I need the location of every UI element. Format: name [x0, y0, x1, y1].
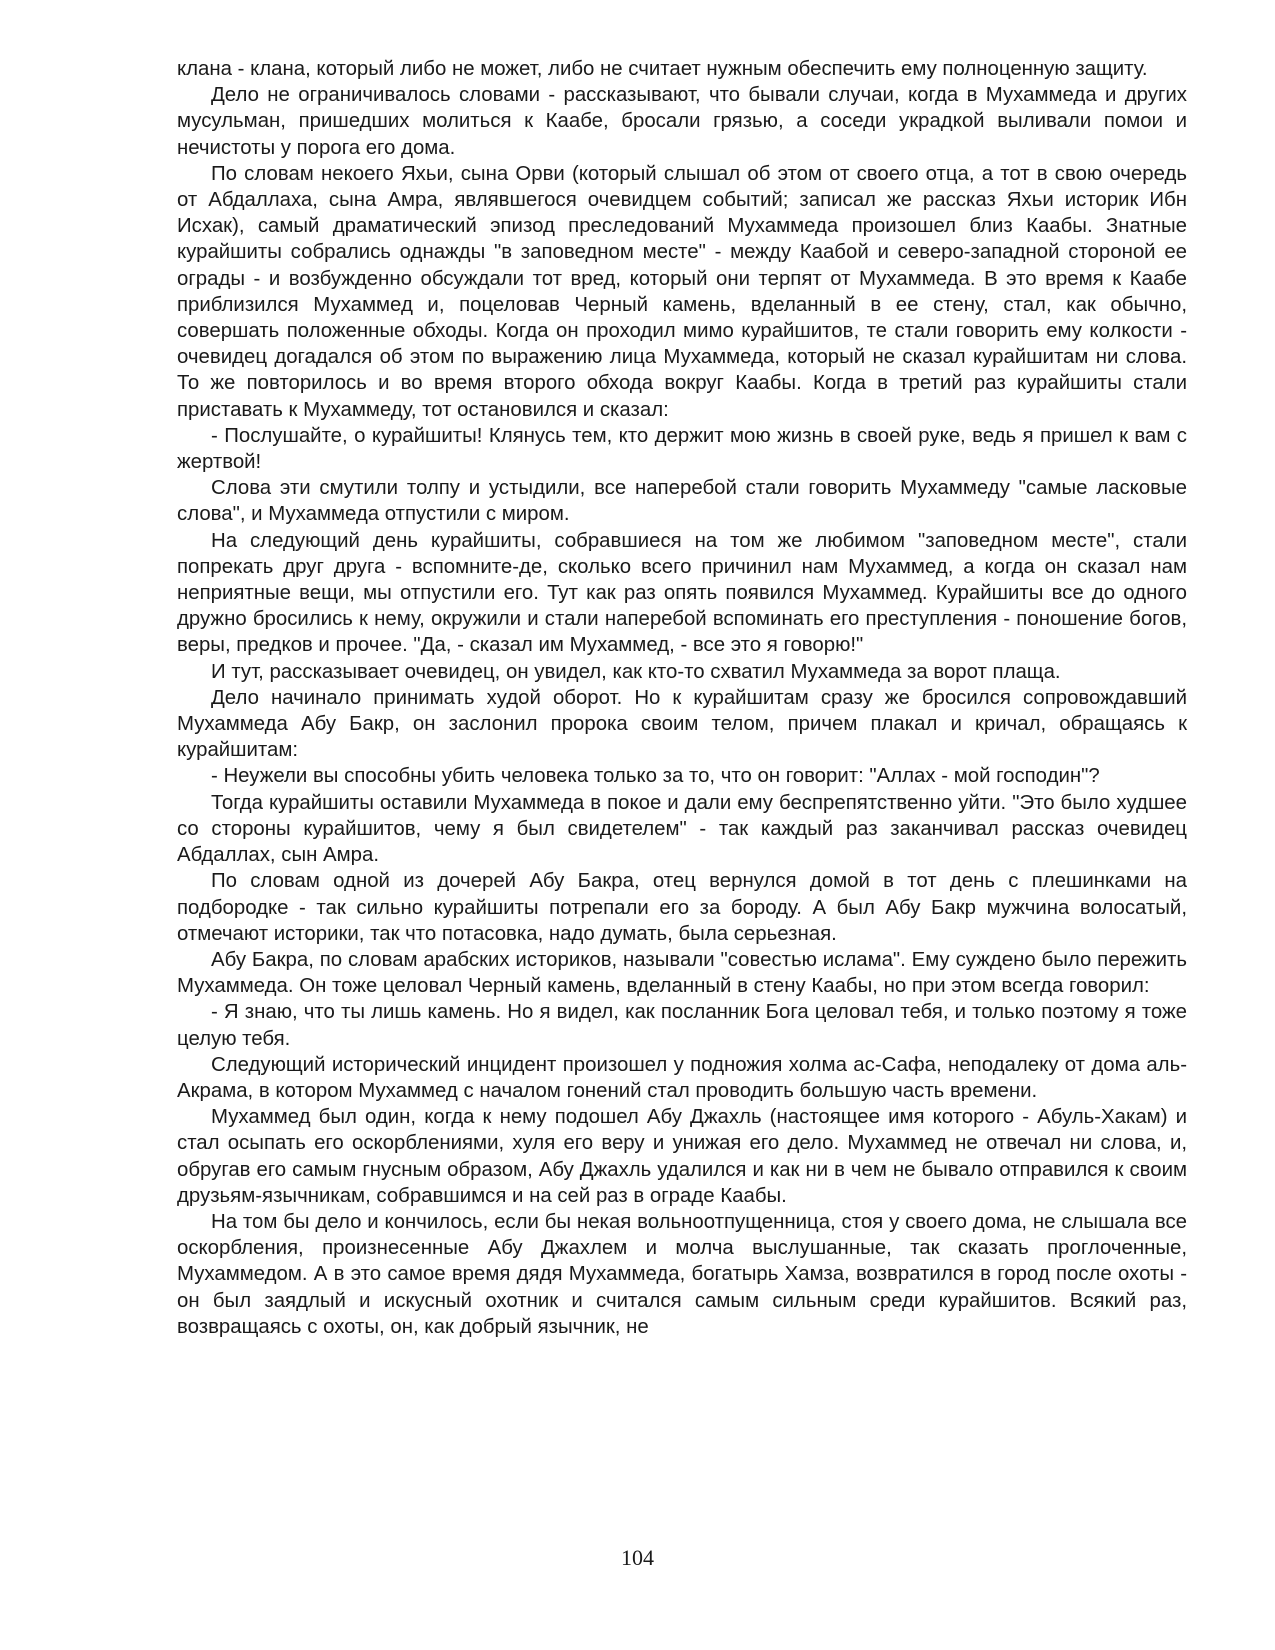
paragraph: На том бы дело и кончилось, если бы некая вольноотпущенница, стоя у своего дома, не слышала все оскорбления, произнесенные Абу Джахлем и молча выслушанные, так сказать проглоченные, Мухаммедом. А в это самое время дядя Мухаммеда, богатырь Хамза, возвратился в город после охоты - он был заядлый и искусный охотник и считался самым сильным среди курайшитов. Всякий раз, возвращаясь с охоты, он, как добрый язычник, не [177, 1210, 1187, 1338]
paragraph: Абу Бакра, по словам арабских историков, называли "совестью ислама". Ему суждено было пережить Мухаммеда. Он тоже целовал Черный камень, вделанный в стену Каабы, но при этом всегда говорил: [177, 948, 1187, 998]
paragraph: Следующий исторический инцидент произошел у подножия холма ас-Сафа, неподалеку от дома аль-Акрама, в котором Мухаммед с началом гонений стал проводить большую часть времени. [177, 1053, 1187, 1102]
paragraph: На следующий день курайшиты, собравшиеся на том же любимом "заповедном месте", стали попрекать друг друга - вспомните-де, сколько всего причинил нам Мухаммед, а когда он сказал нам неприятные вещи, мы отпустили его. Тут как раз опять появился Мухаммед. Курайшиты все до одного дружно бросились к нему, окружили и стали наперебой вспоминать его преступления - поношение богов, веры, предков и прочее. "Да, - сказал им Мухаммед, - все это я говорю!" [177, 529, 1187, 657]
paragraph: Слова эти смутили толпу и устыдили, все наперебой стали говорить Мухаммеду "самые ласковые слова", и Мухаммеда отпустили с миром. [177, 477, 1187, 526]
document-body [177, 56, 1187, 1340]
page-number: 104 [621, 1545, 654, 1570]
paragraph: Мухаммед был один, когда к нему подошел Абу Джахль (настоящее имя которого - Абуль-Хакам) и стал осыпать его оскорблениями, хуля его веру и унижая его дело. Мухаммед не отвечал ни слова, и, обругав его самым гнусным образом, Абу Джахль удалился и как ни в чем не бывало отправился к своим друзьям-язычникам, собравшимся и на сей раз в ограде Каабы. [177, 1106, 1187, 1207]
paragraph: - Послушайте, о курайшиты! Клянусь тем, кто держит мою жизнь в своей руке, ведь я пришел к вам с жертвой! [177, 424, 1187, 474]
paragraph: По словам некоего Яхьи, сына Орви (который слышал об этом от своего отца, а тот в свою очередь от Абдаллаха, сына Амра, являвшегося очевидцем событий; записал же рассказ Яхьи историк Ибн Исхак), самый драматический эпизод преследований Мухаммеда произошел близ Каабы. Знатные курайшиты собрались однажды "в заповедном месте" - между Каабой и северо-западной стороной ее ограды - и возбужденно обсуждали тот вред, который они терпят от Мухаммеда. В это время к Каабе приблизился Мухаммед и, поцеловав Черный камень, вделанный в ее стену, стал, как обычно, совершать положенные обходы. Когда он проходил мимо курайшитов, те стали говорить ему колкости - очевидец догадался об этом по выражению лица Мухаммеда, который не сказал курайшитам ни слова. То же повторилось и во время второго обхода вокруг Каабы. Когда в третий раз курайшиты стали приставать к Мухаммеду, тот остановился и сказал: [177, 162, 1187, 421]
paragraph: - Неужели вы способны убить человека только за то, что он говорит: "Аллах - мой господин"? [211, 765, 1100, 788]
paragraph: Дело начинало принимать худой оборот. Но к курайшитам сразу же бросился сопровождавший Мухаммеда Абу Бакр, он заслонил пророка своим телом, причем плакал и кричал, обращаясь к курайшитам: [177, 686, 1187, 762]
paragraph: - Я знаю, что ты лишь камень. Но я видел, как посланник Бога целовал тебя, и только поэтому я тоже целую тебя. [177, 1001, 1187, 1050]
paragraph: По словам одной из дочерей Абу Бакра, отец вернулся домой в тот день с плешинками на подбородке - так сильно курайшиты потрепали его за бороду. А был Абу Бакр мужчина волосатый, отмечают историки, так что потасовка, надо думать, была серьезная. [177, 870, 1187, 945]
paragraph: Тогда курайшиты оставили Мухаммеда в покое и дали ему беспрепятственно уйти. "Это было худшее со стороны курайшитов, чему я был свидетелем" - так каждый раз заканчивал рассказ очевидец Абдаллах, сын Амра. [177, 791, 1187, 867]
paragraph: И тут, рассказывает очевидец, он увидел, как кто-то схватил Мухаммеда за ворот плаща. [211, 660, 1061, 683]
paragraph: Дело не ограничивалось словами - рассказывают, что бывали случаи, когда в Мухаммеда и других мусульман, пришедших молиться к Каабе, бросали грязью, а соседи украдкой выливали помои и нечистоты у порога его дома. [177, 84, 1187, 159]
paragraph: клана - клана, который либо не может, либо не считает нужным обеспечить ему полноценную защиту. [177, 58, 1148, 80]
